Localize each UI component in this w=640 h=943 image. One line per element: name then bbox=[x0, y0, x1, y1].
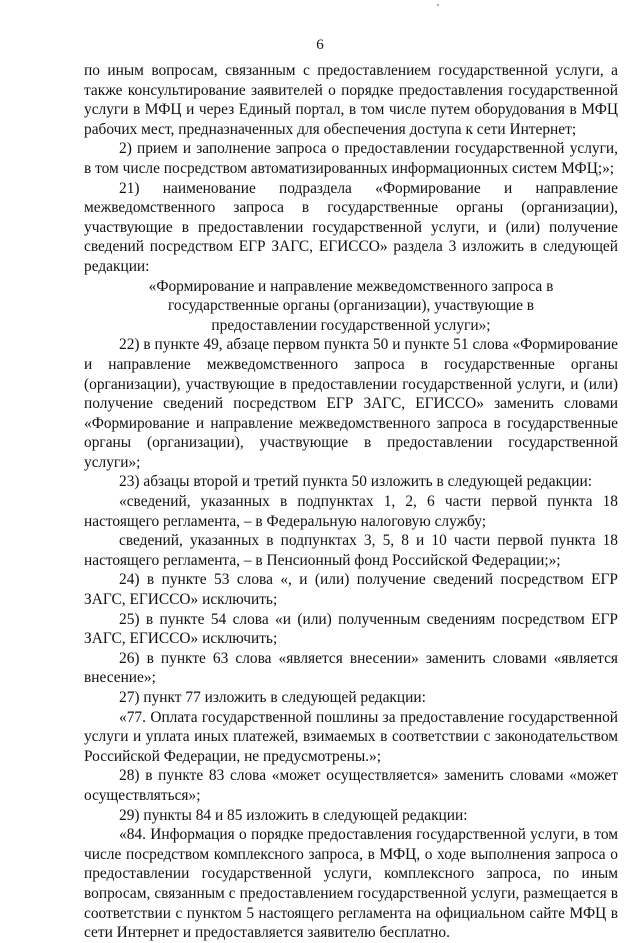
paragraph: «77. Оплата государственной пошлины за предоставление государственной услуги и уплата иных платежей, взимаемых в соответствии с законодательством Российской Федерации, не предусмотрены.»; bbox=[84, 708, 618, 765]
paragraph: сведений, указанных в подпунктах 3, 5, 8 и 10 части первой пункта 18 настоящего регламента, – в Пенсионный фонд Российской Федерации;»; bbox=[84, 532, 618, 569]
paragraph: 29) пункты 84 и 85 изложить в следующей редакции: bbox=[119, 806, 468, 824]
paragraph: 2) прием и заполнение запроса о предоставлении государственной услуги, в том числе посредством автоматизированных информационных систем МФЦ;»; bbox=[84, 140, 618, 177]
paragraph: 27) пункт 77 изложить в следующей редакции: bbox=[119, 689, 426, 706]
page-number: 6 bbox=[316, 37, 324, 53]
paragraph: 23) абзацы второй и третий пункта 50 изложить в следующей редакции: bbox=[119, 473, 593, 491]
document-body bbox=[84, 61, 618, 943]
scan-speck bbox=[437, 4, 439, 6]
paragraph: 22) в пункте 49, абзаце первом пункта 50 и пункте 51 слова «Формирование и направление межведомственного запроса в государственные органы (организации), участвующие в предоставлении государственной услуги, и (или) получение сведений посредством ЕГР ЗАГС, ЕГИССО» заменить словами «Формирование и направление межведомственного запроса в государственные органы (организации), участвующие в предоставлении государственной услуги»; bbox=[84, 336, 618, 471]
subsection-title-quote: «Формирование и направление межведомственного запроса в государственные органы (организации), участвующие в предоставлении государственной услуги»; bbox=[148, 277, 554, 334]
paragraph: «84. Информация о порядке предоставления государственной услуги, в том числе посредством комплексного запроса, в МФЦ, о ходе выполнения запроса о предоставлении государственной услуги, комплексного запроса, по иным вопросам, связанным с предоставлением государственной услуги, размещается в соответствии с пунктом 5 настоящего регламента на официальном сайте МФЦ в сети Интернет и предоставляется заявителю бесплатно. bbox=[84, 826, 618, 942]
paragraph: 28) в пункте 83 слова «может осуществляется» заменить словами «может осуществляться»; bbox=[84, 767, 618, 804]
paragraph: «сведений, указанных в подпунктах 1, 2, 6 части первой пункта 18 настоящего регламента, – в Федеральную налоговую службу; bbox=[84, 493, 618, 530]
paragraph: 21) наименование подраздела «Формирование и направление межведомственного запроса в государственные органы (организации), участвующие в предоставлении государственной услуги, и (или) получение сведений посредством ЕГР ЗАГС, ЕГИССО» раздела 3 изложить в следующей редакции: bbox=[84, 179, 618, 275]
paragraph: 24) в пункте 53 слова «, и (или) получение сведений посредством ЕГР ЗАГС, ЕГИССО» исключить; bbox=[84, 571, 618, 609]
paragraph: 25) в пункте 54 слова «и (или) полученным сведениям посредством ЕГР ЗАГС, ЕГИССО» исключить; bbox=[84, 610, 618, 648]
paragraph: по иным вопросам, связанным с предоставлением государственной услуги, а также консультирование заявителей о порядке предоставления государственной услуги в МФЦ и через Единый портал, в том числе путем оборудования в МФЦ рабочих мест, предназначенных для обеспечения доступа к сети Интернет; bbox=[84, 62, 618, 138]
paragraph: 26) в пункте 63 слова «является внесении» заменить словами «является внесение»; bbox=[84, 649, 618, 687]
